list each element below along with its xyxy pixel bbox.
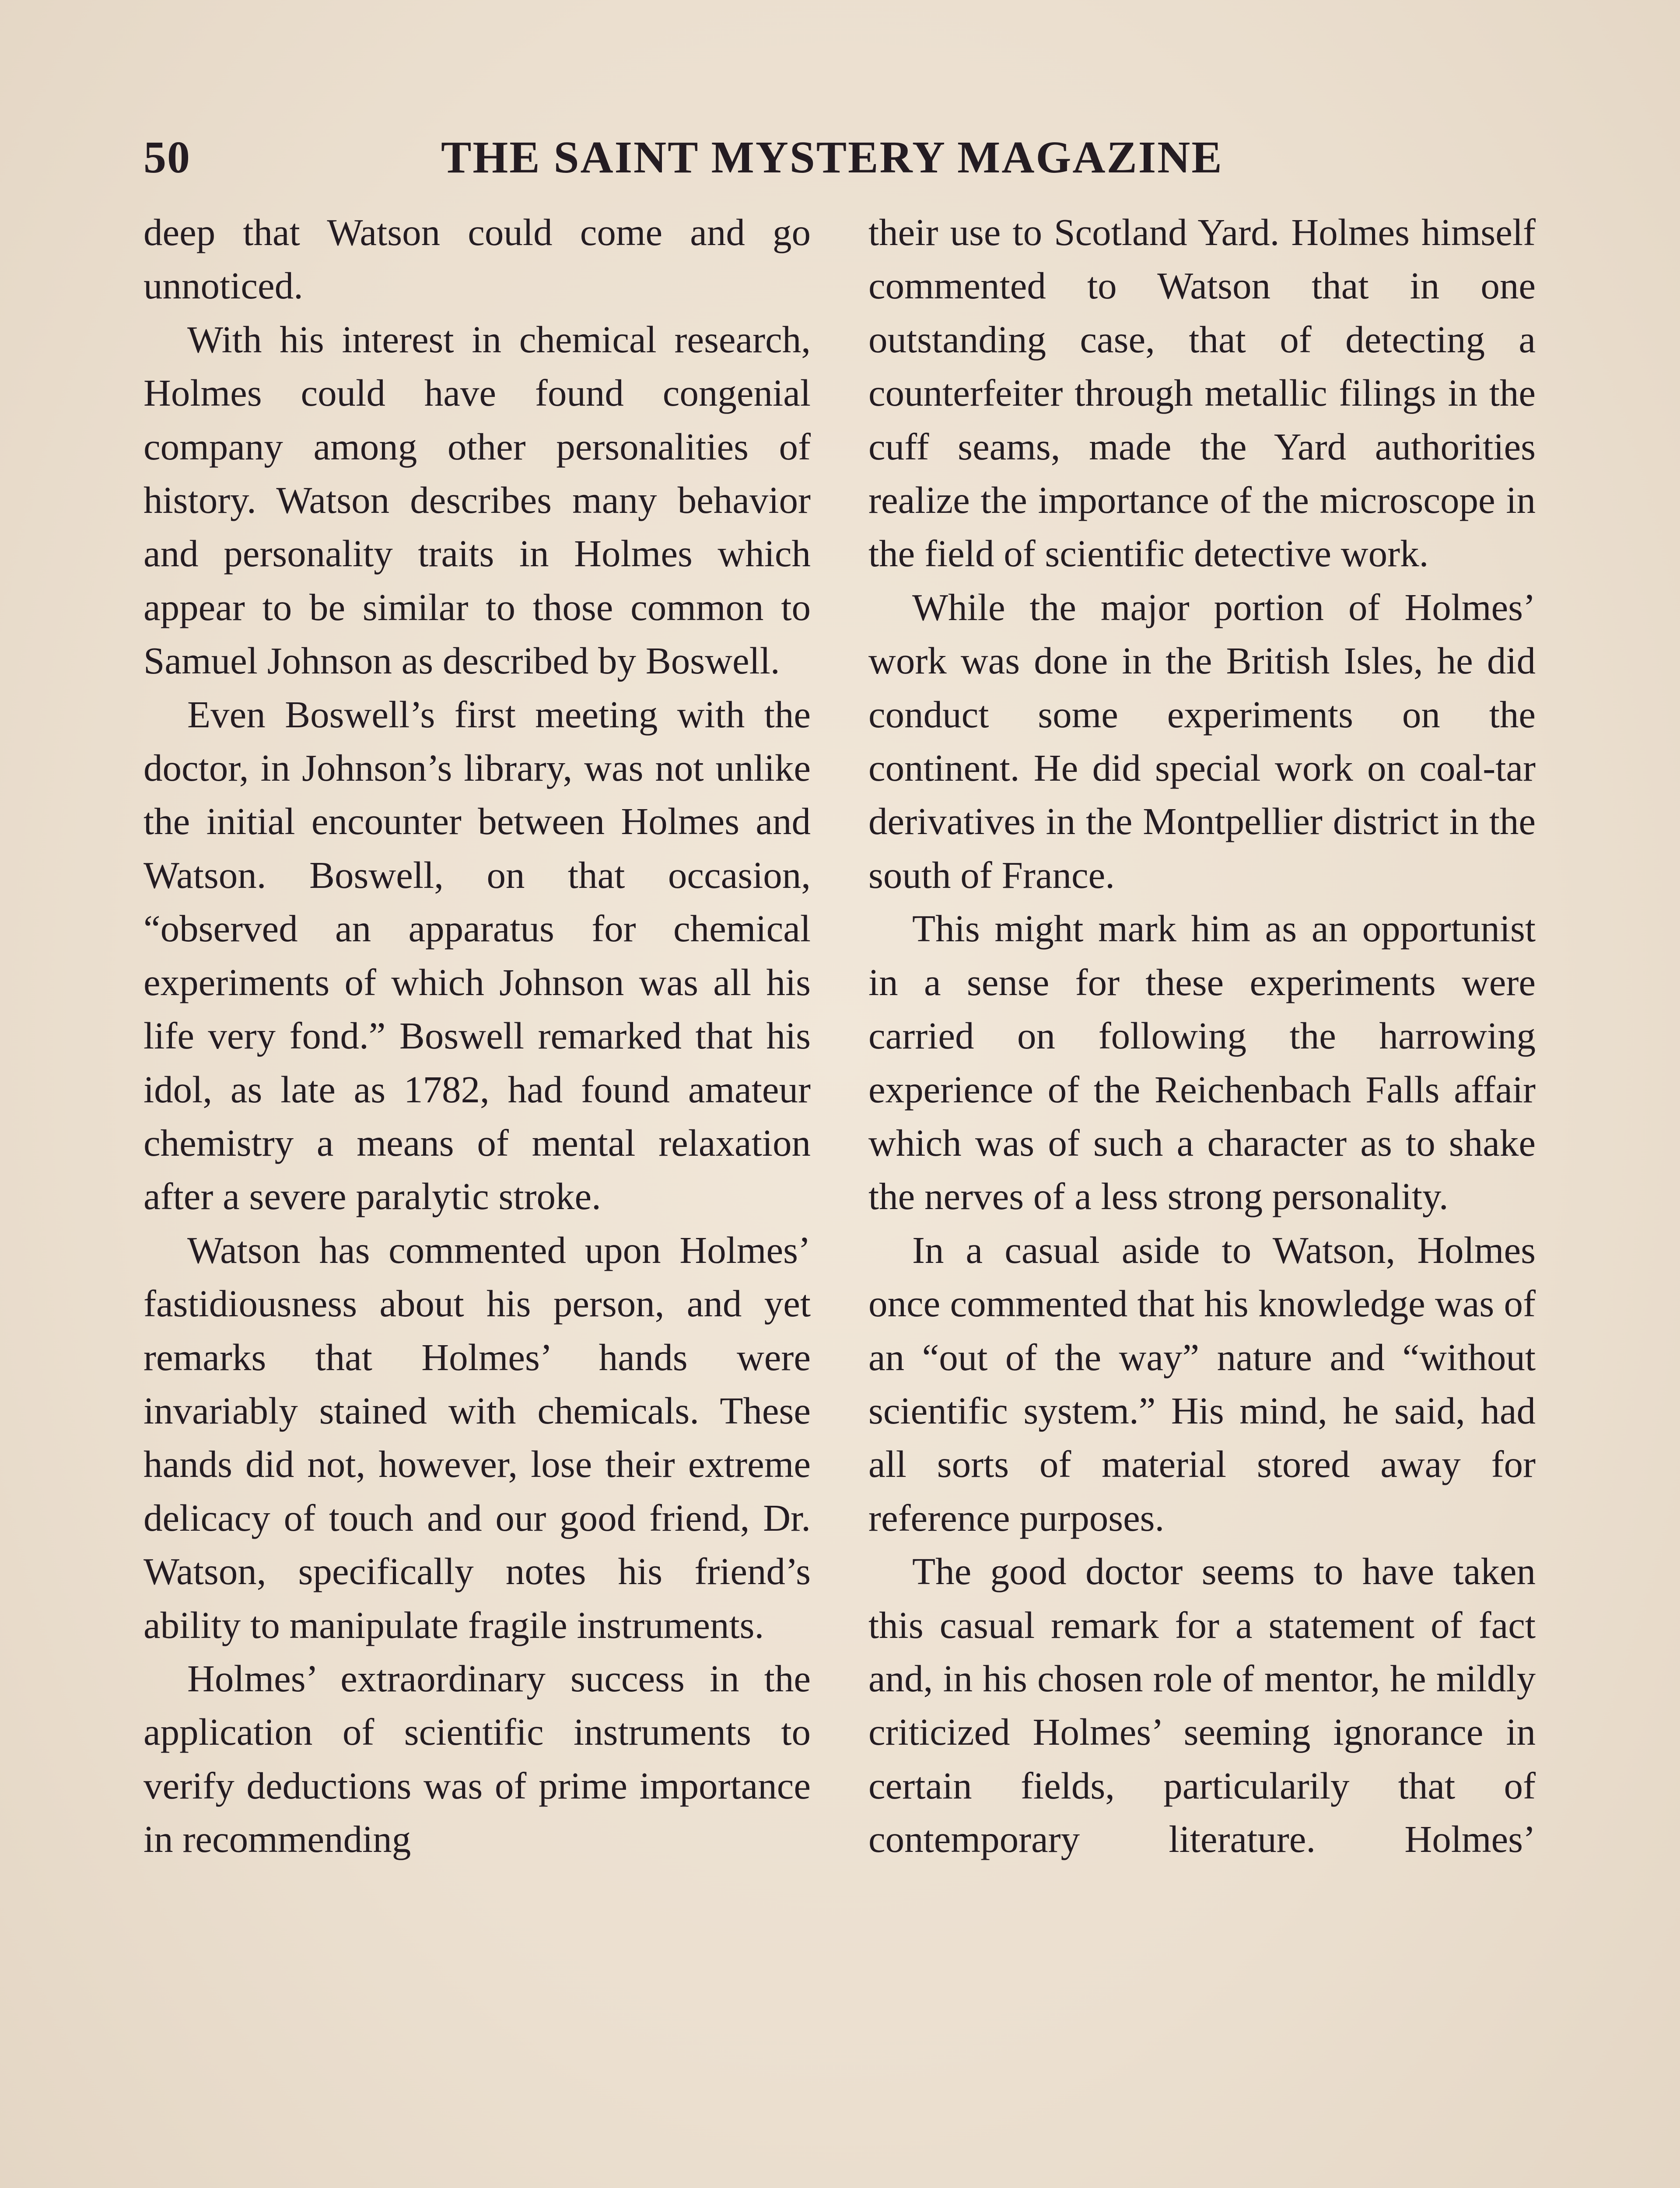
- paragraph: deep that Watson could come and go unnoticed.: [144, 211, 811, 307]
- page-header: [144, 127, 1237, 188]
- paragraph: Watson has commented upon Holmes’ fastidiousness about his person, and yet remarks that Holmes’ hands were invariably stained with chemicals. These hands did not, however, lose their extreme delicacy of touch and our good friend, Dr. Watson, specifically notes his friend’s ability to manipulate fragile instruments.: [144, 1228, 811, 1646]
- page-number: 50: [144, 132, 191, 182]
- paragraph: With his interest in chemical research, Holmes could have found congenial company among other personalities of history. Watson describes many behavior and personality traits in Holmes which appear to be similar to those common to Samuel Johnson as described by Boswell.: [144, 318, 811, 682]
- paragraph: In a casual aside to Watson, Holmes once commented that his knowledge was of an “out of the way” nature and “without scientific system.” His mind, he said, had all sorts of material stored away for reference purposes.: [868, 1228, 1536, 1539]
- paragraph: their use to Scotland Yard. Holmes himself commented to Watson that in one outstanding case, that of detecting a counterfeiter through metallic filings in the cuff seams, made the Yard authorities realize the importance of the microscope in the field of scientific detective work.: [868, 211, 1536, 575]
- paragraph: While the major portion of Holmes’ work was done in the British Isles, he did conduct some experiments on the continent. He did special work on coal-tar derivatives in the Montpellier district in the south of France.: [868, 586, 1536, 896]
- paragraph: This might mark him as an opportunist in a sense for these experiments were carried on following the harrowing experience of the Reichenbach Falls affair which was of such a character as to shake the nerves of a less strong personality.: [868, 907, 1536, 1218]
- left-column: [144, 206, 811, 1866]
- paragraph: Even Boswell’s first meeting with the doctor, in Johnson’s library, was not unlike the initial encounter between Holmes and Watson. Boswell, on that occasion, “observed an apparatus for chemical experiments of which Johnson was all his life very fond.” Boswell remarked that his idol, as late as 1782, had found amateur chemistry a means of mental relaxation after a severe paralytic stroke.: [144, 693, 811, 1218]
- right-column: [868, 206, 1536, 1866]
- paragraph: The good doctor seems to have taken this casual remark for a statement of fact and, in his chosen role of mentor, he mildly criticized Holmes’ seeming ignorance in certain fields, particularily that of contemporary literature. Holmes’: [868, 1550, 1536, 1861]
- paragraph: Holmes’ extraordinary success in the application of scientific instruments to verify deductions was of prime importance in recommending: [144, 1657, 811, 1861]
- magazine-title: THE SAINT MYSTERY MAGAZINE: [441, 132, 1223, 182]
